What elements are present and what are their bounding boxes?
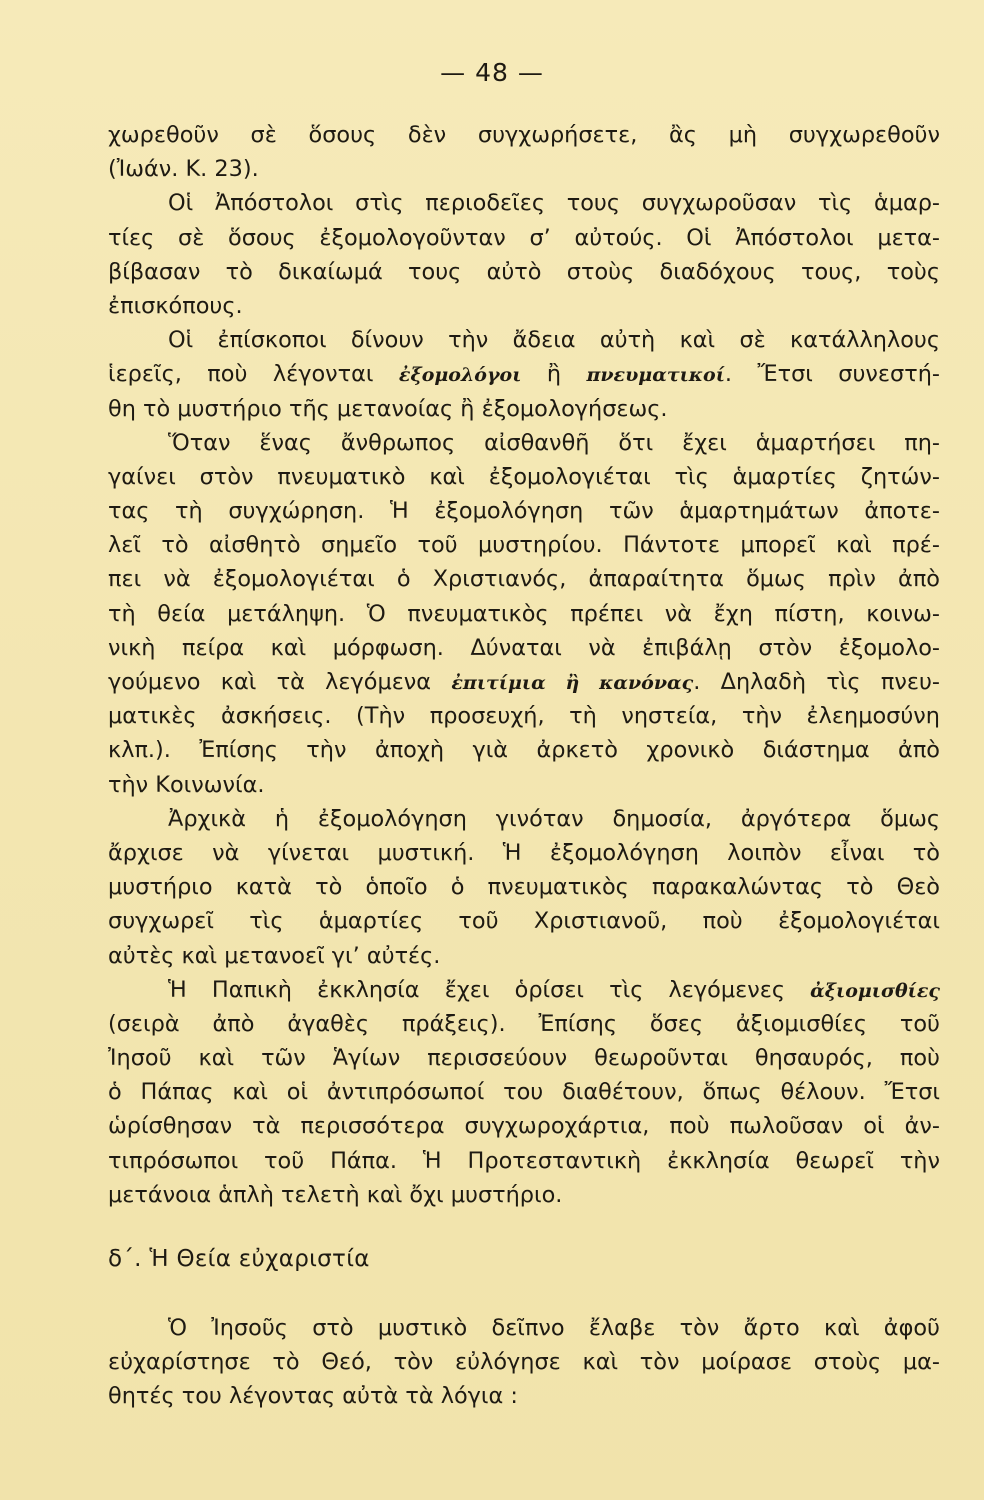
text-segment: τὴν Κοινωνία. xyxy=(108,771,265,798)
emphasized-term: ἐπιτίμια ἢ κανόνας xyxy=(451,672,694,694)
text-line xyxy=(108,597,940,631)
text-segment: κλπ.). Ἐπίσης τὴν ἀποχὴ γιὰ ἀρκετὸ χρονικὸ διάστημα ἀπὸ xyxy=(108,737,940,764)
text-segment: (σειρὰ ἀπὸ ἀγαθὲς πράξεις). Ἐπίσης ὅσες ἀξιομισθίες τοῦ xyxy=(108,1010,940,1037)
text-segment: τιπρόσωποι τοῦ Πάπα. Ἡ Προτεσταντικὴ ἐκκλησία θεωρεῖ τὴν xyxy=(108,1147,940,1174)
text-segment: μετάνοια ἁπλὴ τελετὴ καὶ ὄχι μυστήριο. xyxy=(108,1181,563,1208)
text-line xyxy=(108,1379,940,1413)
text-line xyxy=(108,973,940,1007)
text-line xyxy=(108,1311,940,1345)
text-segment: χωρεθοῦν σὲ ὅσους δὲν συγχωρήσετε, ἂς μὴ συγχωρεθοῦν xyxy=(108,122,940,148)
section-heading: δ΄. Ἡ Θεία εὐχαριστία xyxy=(108,1246,370,1272)
text-segment: μυστήριο κατὰ τὸ ὁποῖο ὁ πνευματικὸς παρακαλώντας τὸ Θεὸ xyxy=(108,874,940,901)
text-segment: τας τὴ συγχώρηση. Ἡ ἐξομολόγηση τῶν ἁμαρτημάτων ἀποτε- xyxy=(108,498,940,525)
text-segment: εὐχαρίστησε τὸ Θεό, τὸν εὐλόγησε καὶ τὸν μοίρασε στοὺς μα- xyxy=(108,1349,940,1376)
text-line xyxy=(108,152,940,186)
text-segment: (Ἰωάν. Κ. 23). xyxy=(108,156,259,183)
text-segment: ὡρίσθησαν τὰ περισσότερα συγχωροχάρτια, ποὺ πωλοῦσαν οἱ ἀν- xyxy=(108,1113,940,1140)
text-segment: Ἡ Παπικὴ ἐκκλησία ἔχει ὁρίσει τὶς λεγόμενες xyxy=(168,976,811,1003)
text-segment: νικὴ πείρα καὶ μόρφωση. Δύναται νὰ ἐπιβάλῃ στὸν ἐξομολο- xyxy=(108,634,940,661)
text-line xyxy=(108,289,940,323)
text-line xyxy=(108,323,940,357)
text-line xyxy=(108,528,940,562)
text-line xyxy=(108,392,940,426)
text-segment: . Δηλαδὴ τὶς πνευ- xyxy=(693,669,940,695)
text-segment: συγχωρεῖ τὶς ἁμαρτίες τοῦ Χριστιανοῦ, ποὺ ἐξομολογιέται xyxy=(108,908,940,935)
emphasized-term: πνευματικοί xyxy=(586,364,725,387)
text-line xyxy=(108,221,940,255)
text-segment: θη τὸ μυστήριο τῆς μετανοίας ἢ ἐξομολογήσεως. xyxy=(108,395,668,422)
text-segment: Ἰησοῦ καὶ τῶν Ἁγίων περισσεύουν θεωροῦνται θησαυρός, ποὺ xyxy=(108,1045,940,1072)
text-line xyxy=(108,836,940,870)
text-segment: ἢ xyxy=(521,361,587,388)
text-line xyxy=(108,768,940,802)
text-line xyxy=(108,1144,940,1178)
text-line xyxy=(108,870,940,904)
text-segment: βίβασαν τὸ δικαίωμά τους αὐτὸ στοὺς διαδόχους τους, τοὺς xyxy=(108,258,940,285)
text-line xyxy=(108,460,940,494)
text-segment: θητές του λέγοντας αὐτὰ τὰ λόγια : xyxy=(108,1383,518,1410)
text-segment: ἱερεῖς, ποὺ λέγονται xyxy=(108,361,399,388)
text-line xyxy=(108,494,940,528)
text-line xyxy=(108,904,940,938)
text-line xyxy=(108,186,940,220)
page-number: — 48 — xyxy=(440,58,544,87)
text-line xyxy=(108,1178,940,1212)
text-segment: Ἀρχικὰ ἡ ἐξομολόγηση γινόταν δημοσία, ἀργότερα ὅμως xyxy=(168,805,940,832)
text-line xyxy=(108,802,940,836)
text-line xyxy=(108,118,940,152)
text-segment: Ὅταν ἕνας ἄνθρωπος αἰσθανθῆ ὅτι ἔχει ἁμαρτήσει πη- xyxy=(168,429,940,456)
text-segment: Οἱ ἐπίσκοποι δίνουν τὴν ἄδεια αὐτὴ καὶ σὲ κατάλληλους xyxy=(168,327,940,354)
text-line xyxy=(108,562,940,596)
text-segment: . Ἔτσι συνεστή- xyxy=(724,361,940,388)
text-segment: ἐπισκόπους. xyxy=(108,292,243,319)
body-text-continued xyxy=(108,1311,940,1414)
text-line xyxy=(108,665,940,699)
text-segment: Οἱ Ἀπόστολοι στὶς περιοδεῖες τους συγχωροῦσαν τὶς ἁμαρ- xyxy=(168,190,940,217)
body-text xyxy=(108,118,940,1212)
emphasized-term: ἀξιομισθίες xyxy=(810,979,940,1002)
text-line xyxy=(108,1041,940,1075)
text-segment: γούμενο καὶ τὰ λεγόμενα xyxy=(108,669,452,695)
text-line xyxy=(108,699,940,733)
text-line xyxy=(108,1075,940,1109)
text-line xyxy=(108,255,940,289)
text-line xyxy=(108,939,940,973)
text-line xyxy=(108,1345,940,1379)
text-segment: αὐτὲς καὶ μετανοεῖ γι’ αὐτές. xyxy=(108,942,441,969)
text-line xyxy=(108,357,940,391)
text-line xyxy=(108,631,940,665)
text-segment: ματικὲς ἀσκήσεις. (Τὴν προσευχή, τὴ νηστεία, τὴν ἐλεημοσύνη xyxy=(108,703,940,730)
text-line xyxy=(108,1007,940,1041)
text-segment: ὁ Πάπας καὶ οἱ ἀντιπρόσωποί του διαθέτουν, ὅπως θέλουν. Ἔτσι xyxy=(108,1079,940,1106)
text-line xyxy=(108,1109,940,1143)
text-segment: τὴ θεία μετάληψη. Ὁ πνευματικὸς πρέπει νὰ ἔχη πίστη, κοινω- xyxy=(108,600,940,627)
text-line xyxy=(108,733,940,767)
text-segment: ἄρχισε νὰ γίνεται μυστική. Ἡ ἐξομολόγηση λοιπὸν εἶναι τὸ xyxy=(108,839,940,866)
text-segment: τίες σὲ ὅσους ἐξομολογοῦνταν σ’ αὐτούς. Οἱ Ἀπόστολοι μετα- xyxy=(108,224,940,251)
text-line xyxy=(108,426,940,460)
text-segment: Ὁ Ἰησοῦς στὸ μυστικὸ δεῖπνο ἔλαβε τὸν ἄρτο καὶ ἀφοῦ xyxy=(168,1315,940,1341)
text-segment: γαίνει στὸν πνευματικὸ καὶ ἐξομολογιέται τὶς ἁμαρτίες ζητών- xyxy=(108,463,940,490)
emphasized-term: ἐξομολόγοι xyxy=(398,364,522,387)
text-segment: πει νὰ ἐξομολογιέται ὁ Χριστιανός, ἀπαραίτητα ὅμως πρὶν ἀπὸ xyxy=(108,566,940,593)
text-segment: λεῖ τὸ αἰσθητὸ σημεῖο τοῦ μυστηρίου. Πάντοτε μπορεῖ καὶ πρέ- xyxy=(108,532,940,559)
